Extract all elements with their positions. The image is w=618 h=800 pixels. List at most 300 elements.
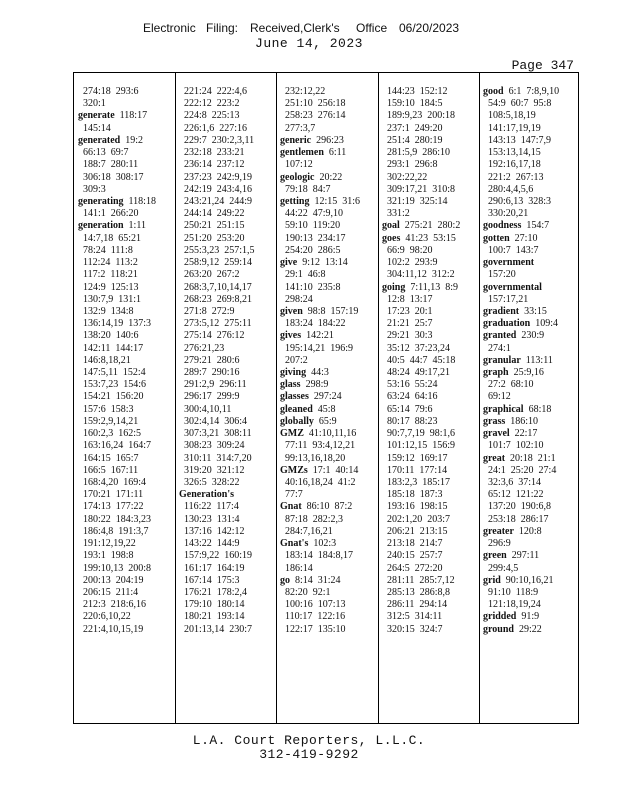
index-references: 79:18 84:7 [280, 183, 331, 195]
index-references: 251:20 253:20 [179, 232, 245, 244]
index-term: grid [483, 574, 501, 586]
index-line [280, 587, 378, 599]
index-references: 14:7,18 65:21 [78, 232, 142, 244]
index-line [382, 282, 479, 294]
index-line [280, 282, 378, 294]
index-line [179, 110, 276, 122]
index-line [382, 428, 479, 440]
index-line [382, 330, 479, 342]
index-references: 6:1 7:8,9,10 [503, 86, 560, 97]
index-references: 157:17,21 [483, 293, 529, 305]
index-term: globally [280, 415, 314, 427]
index-line [280, 465, 378, 477]
index-line [483, 587, 580, 599]
index-column-3 [276, 73, 378, 723]
index-references: 201:13,14 230:7 [179, 623, 253, 635]
index-references: 168:4,20 169:4 [78, 477, 147, 488]
index-line [382, 587, 479, 599]
index-line [483, 294, 580, 306]
index-line [382, 306, 479, 318]
index-line [280, 147, 378, 159]
index-term: gotten [483, 232, 510, 244]
index-references: 189:9,23 200:18 [382, 110, 456, 122]
index-line [382, 172, 479, 184]
index-references: 17:1 40:14 [307, 464, 359, 476]
index-term: generating [78, 195, 124, 207]
index-line [382, 624, 479, 636]
index-line [483, 282, 580, 294]
index-line [179, 269, 276, 281]
index-references: 20:22 [314, 171, 343, 183]
index-term: going [382, 281, 406, 293]
index-references: 186:4,8 191:3,7 [78, 525, 149, 537]
index-references: 142:21 [301, 330, 334, 342]
index-line [382, 208, 479, 220]
index-references: 232:18 233:21 [179, 147, 245, 159]
index-term: ground [483, 623, 514, 635]
index-line [382, 391, 479, 403]
index-line [179, 98, 276, 110]
index-references: 157:9,22 160:19 [179, 550, 253, 562]
index-term: goodness [483, 220, 522, 232]
index-line [179, 294, 276, 306]
index-references: 221:4,10,15,19 [78, 623, 144, 635]
index-line [179, 489, 276, 501]
index-line [382, 440, 479, 452]
index-line [78, 391, 175, 403]
index-line [483, 563, 580, 575]
index-references: 44:3 [306, 367, 329, 379]
index-references: 250:21 251:15 [179, 220, 245, 232]
index-line [280, 98, 378, 110]
index-references: 29:22 [513, 623, 542, 635]
index-references: 118:17 [114, 110, 148, 122]
index-references: 206:15 211:4 [78, 586, 139, 598]
index-line [179, 123, 276, 135]
index-line [280, 318, 378, 330]
index-references: 154:21 156:20 [78, 391, 144, 403]
index-references: 40:16,18,24 41:2 [280, 477, 356, 488]
index-line [382, 110, 479, 122]
index-line [382, 294, 479, 306]
index-references: 299:4,5 [483, 562, 519, 574]
index-references: 40:5 44:7 45:18 [382, 354, 456, 366]
index-line [280, 514, 378, 526]
index-references: 312:5 314:11 [382, 611, 443, 623]
index-references: 230:9 [516, 330, 545, 342]
index-references: 113:11 [520, 354, 553, 366]
index-line [382, 123, 479, 135]
index-references: 66:9 98:20 [382, 244, 433, 256]
index-line [179, 599, 276, 611]
index-line [483, 416, 580, 428]
index-references: 107:12 [280, 159, 313, 171]
index-references: 157:20 [483, 269, 516, 281]
index-references: 284:7,16,21 [280, 525, 333, 537]
index-line [280, 330, 378, 342]
index-references: 180:22 184:3,23 [78, 513, 152, 525]
index-references: 6:11 [323, 147, 347, 159]
index-line [280, 440, 378, 452]
index-references: 112:24 113:2 [78, 257, 138, 269]
index-term: geologic [280, 171, 315, 183]
index-line [382, 184, 479, 196]
index-references: 65:9 [313, 415, 337, 427]
index-line [483, 123, 580, 135]
index-line [78, 599, 175, 611]
index-references: 138:20 140:6 [78, 330, 139, 342]
index-line [382, 489, 479, 501]
index-line [483, 489, 580, 501]
index-line [78, 355, 175, 367]
index-line [280, 86, 378, 98]
index-line [483, 208, 580, 220]
index-line [78, 110, 175, 122]
index-references: 9:12 13:14 [297, 257, 348, 269]
index-references: 90:7,7,19 98:1,6 [382, 428, 456, 440]
index-references: 180:21 193:14 [179, 611, 245, 623]
index-references: 192:16,17,18 [483, 159, 541, 171]
index-line [179, 416, 276, 428]
index-references: 281:11 285:7,12 [382, 574, 455, 586]
index-line [483, 465, 580, 477]
index-references: 212:3 218:6,16 [78, 599, 147, 611]
index-references: 27:2 68:10 [483, 379, 534, 391]
index-references: 271:8 272:9 [179, 305, 235, 317]
index-line [483, 110, 580, 122]
index-line [78, 294, 175, 306]
index-line [483, 159, 580, 171]
index-term: graphical [483, 403, 524, 415]
index-references: 143:13 147:7,9 [483, 134, 552, 146]
index-term: gradient [483, 305, 520, 317]
index-references: 109:4 [530, 318, 559, 330]
index-references: 237:23 242:9,19 [179, 171, 253, 183]
index-references: 145:14 [78, 122, 111, 134]
index-references: 293:1 296:8 [382, 159, 438, 171]
index-references: 244:14 249:22 [179, 208, 245, 220]
index-line [179, 355, 276, 367]
index-line [179, 477, 276, 489]
index-references: 147:5,11 152:4 [78, 367, 146, 379]
index-line [382, 477, 479, 489]
index-line [382, 526, 479, 538]
index-line [382, 379, 479, 391]
index-references: 101:12,15 156:9 [382, 440, 456, 452]
index-references: 186:14 [280, 562, 313, 574]
index-line [78, 318, 175, 330]
index-column-5 [479, 73, 580, 723]
efiling-received: Received,Clerk's [250, 21, 340, 35]
index-line [382, 86, 479, 98]
index-line [382, 343, 479, 355]
index-term: good [483, 86, 504, 97]
index-references: 254:20 286:5 [280, 244, 341, 256]
index-line [78, 453, 175, 465]
index-references: 331:2 [382, 208, 410, 220]
index-references: 302:22,22 [382, 171, 428, 183]
index-line [280, 501, 378, 513]
index-references: 110:17 122:16 [280, 611, 346, 623]
index-term: glasses [280, 391, 309, 403]
efiling-office: Office [356, 21, 388, 35]
index-term: greater [483, 525, 514, 537]
index-references: 302:4,14 306:4 [179, 415, 248, 427]
index-references: 220:6,10,22 [78, 611, 131, 623]
index-line [179, 147, 276, 159]
index-line [78, 159, 175, 171]
index-references: 319:20 321:12 [179, 464, 245, 476]
index-column-1 [74, 73, 175, 723]
index-line [483, 526, 580, 538]
index-line [483, 147, 580, 159]
index-references: 206:21 213:15 [382, 525, 448, 537]
footer-phone: 312-419-9292 [259, 747, 359, 762]
index-references: 78:24 111:8 [78, 244, 133, 256]
index-term: great [483, 452, 506, 464]
index-line [280, 355, 378, 367]
index-references: 117:2 118:21 [78, 269, 138, 281]
index-references: 170:11 177:14 [382, 464, 448, 476]
index-references: 321:19 325:14 [382, 195, 448, 207]
index-references: 309:3 [78, 183, 106, 195]
index-line [382, 453, 479, 465]
index-references: 100:16 107:13 [280, 599, 346, 611]
index-references: 154:7 [521, 220, 550, 232]
index-references: 130:7,9 131:1 [78, 293, 142, 305]
index-references: 141:17,19,19 [483, 122, 541, 134]
index-line [179, 220, 276, 232]
index-frame [73, 72, 579, 724]
index-references: 298:24 [280, 293, 313, 305]
index-line [483, 172, 580, 184]
index-references: 161:17 164:19 [179, 562, 245, 574]
index-line [78, 123, 175, 135]
index-line [179, 465, 276, 477]
index-term: generate [78, 110, 115, 122]
index-references: 25:9,16 [508, 367, 544, 379]
index-line [280, 208, 378, 220]
index-term: generic [280, 134, 312, 146]
index-references: 300:4,10,11 [179, 403, 232, 415]
index-references: 143:22 144:9 [179, 538, 240, 550]
index-references: 236:14 237:12 [179, 159, 245, 171]
index-references: 243:21,24 244:9 [179, 195, 253, 207]
index-references: 298:9 [300, 379, 329, 391]
index-line [280, 367, 378, 379]
index-references: 137:20 190:6,8 [483, 501, 552, 513]
index-references: 268:23 269:8,21 [179, 293, 253, 305]
index-line [280, 269, 378, 281]
index-references: 297:24 [308, 391, 342, 403]
index-term: graduation [483, 318, 531, 330]
index-references: 306:18 308:17 [78, 171, 144, 183]
index-references: 87:18 282:2,3 [280, 513, 344, 525]
index-references: 224:8 225:13 [179, 110, 240, 122]
index-line [179, 257, 276, 269]
index-references: 222:12 223:2 [179, 98, 240, 110]
index-line [78, 624, 175, 636]
index-term: generated [78, 134, 121, 146]
index-references: 91:10 118:9 [483, 586, 539, 598]
index-line [483, 343, 580, 355]
index-line [179, 587, 276, 599]
index-references: 320:1 [78, 98, 106, 110]
index-references: 130:23 131:4 [179, 513, 240, 525]
index-references: 251:4 280:19 [382, 134, 443, 146]
index-term: generation [78, 220, 124, 232]
index-references: 185:18 187:3 [382, 489, 443, 501]
index-line [78, 306, 175, 318]
index-line [179, 135, 276, 147]
index-references: 108:5,18,19 [483, 110, 536, 122]
index-line [179, 184, 276, 196]
index-line [483, 330, 580, 342]
index-line [483, 306, 580, 318]
index-line [280, 416, 378, 428]
index-line [382, 196, 479, 208]
index-references: 45:8 [312, 403, 336, 415]
index-references: 188:7 280:11 [78, 159, 139, 171]
index-references: 102:3 [308, 538, 337, 550]
index-references: 213:18 214:7 [382, 538, 443, 550]
index-line [483, 98, 580, 110]
efiling-electronic: Electronic [143, 21, 196, 35]
index-line [382, 404, 479, 416]
index-references: 91:9 [516, 611, 540, 623]
index-line [483, 428, 580, 440]
index-references: 124:9 125:13 [78, 281, 139, 293]
index-line [483, 611, 580, 623]
index-references: 308:23 309:24 [179, 440, 245, 452]
index-references: 297:11 [506, 550, 540, 562]
index-line [179, 172, 276, 184]
index-line [280, 489, 378, 501]
index-term: give [280, 257, 298, 269]
index-line [382, 318, 479, 330]
index-references: 310:11 314:7,20 [179, 452, 252, 464]
index-line [179, 282, 276, 294]
index-references: 176:21 178:2,4 [179, 586, 248, 598]
index-references: 240:15 257:7 [382, 550, 443, 562]
index-references: 159:12 169:17 [382, 452, 448, 464]
index-line [280, 306, 378, 318]
index-term: gentlemen [280, 147, 324, 159]
index-line [483, 184, 580, 196]
index-line [179, 563, 276, 575]
index-references: 146:8,18,21 [78, 354, 131, 366]
index-line [280, 453, 378, 465]
index-references: 159:2,9,14,21 [78, 415, 139, 427]
index-references: 199:10,13 200:8 [78, 562, 152, 574]
index-references: 153:13,14,15 [483, 147, 541, 159]
index-line [179, 575, 276, 587]
index-references: 77:11 93:4,12,21 [280, 440, 356, 452]
index-references: 195:14,21 196:9 [280, 342, 354, 354]
index-line [179, 343, 276, 355]
index-line [382, 563, 479, 575]
index-line [280, 526, 378, 538]
index-references: 29:21 30:3 [382, 330, 433, 342]
index-references: 320:15 324:7 [382, 623, 443, 635]
index-line [280, 379, 378, 391]
index-line [78, 526, 175, 538]
index-line [483, 257, 580, 269]
index-references: 65:12 121:22 [483, 489, 544, 501]
index-references: 183:24 184:22 [280, 318, 346, 330]
index-references: 69:12 [483, 391, 511, 403]
index-line [78, 404, 175, 416]
index-references: 193:1 198:8 [78, 550, 134, 562]
index-references: 163:16,24 164:7 [78, 440, 152, 452]
index-references: 82:20 92:1 [280, 586, 331, 598]
index-line [382, 269, 479, 281]
index-line [483, 269, 580, 281]
index-references: 309:17,21 310:8 [382, 183, 456, 195]
index-term: go [280, 574, 290, 586]
index-references: 99:13,16,18,20 [280, 452, 346, 464]
index-references: 41:10,11,16 [303, 428, 357, 440]
index-references: 86:10 87:2 [301, 501, 353, 513]
index-line [382, 514, 479, 526]
index-references: 237:1 249:20 [382, 122, 443, 134]
index-line [179, 159, 276, 171]
index-line [483, 538, 580, 550]
index-references: 229:7 230:2,3,11 [179, 134, 255, 146]
index-line [280, 172, 378, 184]
index-references: 48:24 49:17,21 [382, 367, 451, 379]
index-references: 101:7 102:10 [483, 440, 544, 452]
index-term: granular [483, 354, 521, 366]
index-references: 253:18 286:17 [483, 513, 549, 525]
index-references: 296:23 [311, 134, 344, 146]
index-line [280, 135, 378, 147]
index-line [280, 123, 378, 135]
index-references: 77:7 [280, 489, 303, 501]
footer-company: L.A. Court Reporters, L.L.C. [192, 733, 426, 748]
index-term: Gnat [280, 501, 302, 513]
index-references: 274:1 [483, 342, 511, 354]
index-line [78, 575, 175, 587]
index-line [483, 453, 580, 465]
transcript-date: June 14, 2023 [255, 36, 363, 51]
index-line [179, 428, 276, 440]
index-references: 258:9,12 259:14 [179, 257, 253, 269]
index-references: 183:2,3 185:17 [382, 477, 451, 488]
index-line [78, 269, 175, 281]
index-line [382, 159, 479, 171]
index-line [280, 294, 378, 306]
index-line [78, 330, 175, 342]
index-references: 41:23 53:15 [400, 232, 456, 244]
index-line [382, 245, 479, 257]
index-references: 63:24 64:16 [382, 391, 438, 403]
index-line [382, 220, 479, 232]
index-references: 275:14 276:12 [179, 330, 245, 342]
index-line [382, 501, 479, 513]
index-line [483, 196, 580, 208]
index-line [483, 501, 580, 513]
index-references: 8:14 31:24 [290, 574, 341, 586]
index-term: given [280, 305, 303, 317]
index-references: 27:10 [509, 232, 538, 244]
index-line [280, 404, 378, 416]
index-line [382, 98, 479, 110]
index-references: 183:14 184:8,17 [280, 550, 354, 562]
index-references: 121:18,19,24 [483, 599, 541, 611]
index-line [78, 220, 175, 232]
page-number: Page 347 [511, 58, 574, 73]
